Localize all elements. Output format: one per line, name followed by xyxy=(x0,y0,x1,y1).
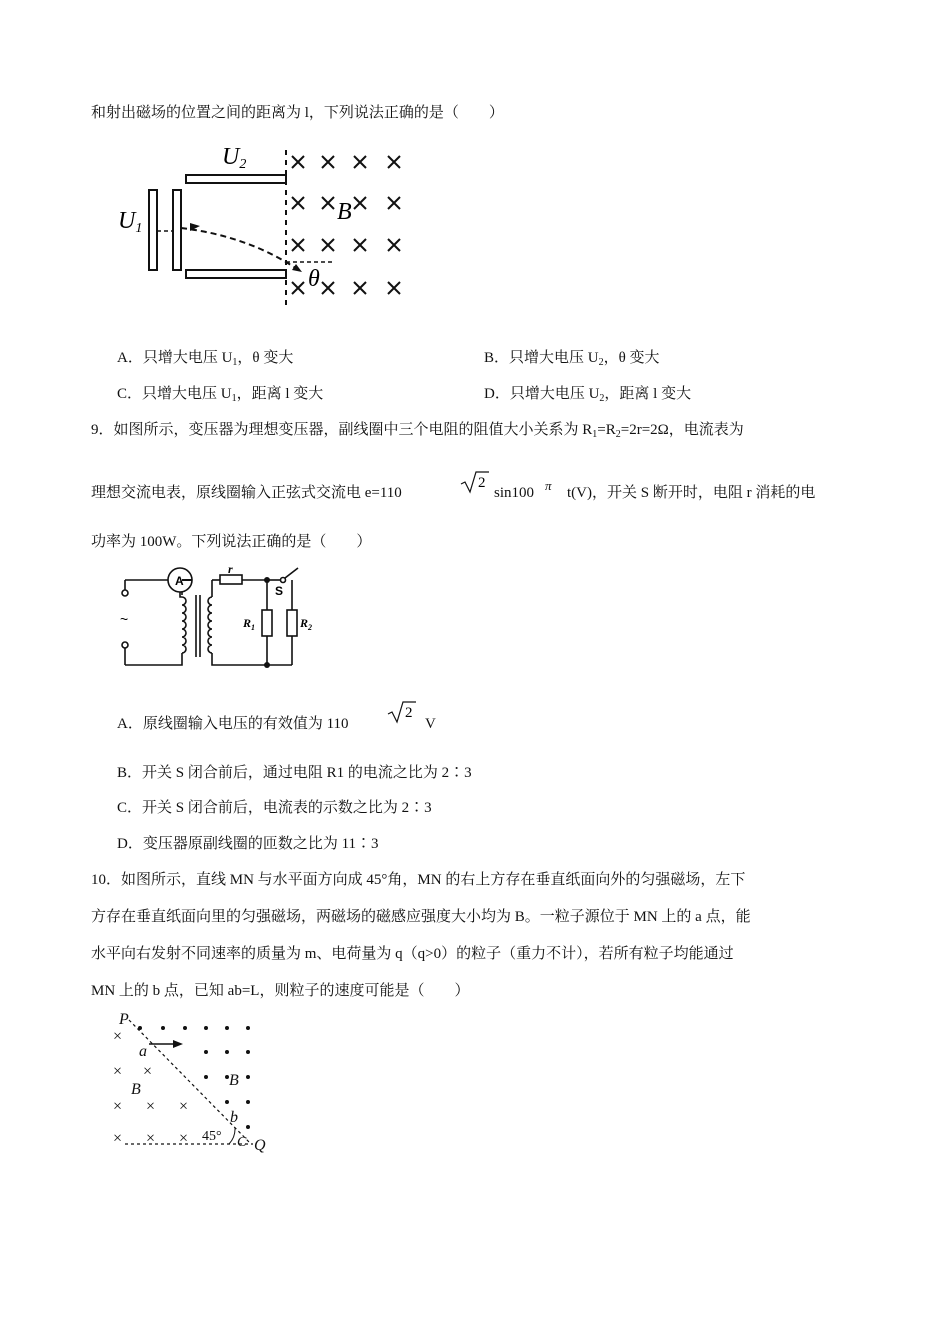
q9-sqrt-symbol xyxy=(459,470,491,494)
q10-p-label: P xyxy=(119,1011,129,1028)
q10-b-point-label: b xyxy=(230,1109,238,1126)
q10-cross: × xyxy=(179,1098,189,1115)
q9-stem-line3: 功率为 100W。下列说法正确的是（ ） xyxy=(91,534,372,550)
q10-stem-line2: 方存在垂直纸面向里的匀强磁场，两磁场的磁感应强度大小均为 B。一粒子源位于 MN 上的 a 点，能 xyxy=(91,909,751,925)
q10-a-label: a xyxy=(139,1043,147,1060)
q10-figure xyxy=(105,1010,285,1160)
q9-option-c[interactable]: C．开关 S 闭合前后，电流表的示数之比为 2∶3 xyxy=(117,800,432,816)
q9-option-b[interactable]: B．开关 S 闭合前后，通过电阻 R1 的电流之比为 2∶3 xyxy=(117,765,472,781)
q9-option-a[interactable]: A．原线圈输入电压的有效值为 110 xyxy=(117,716,349,732)
q8-option-a[interactable]: A．只增大电压 $U_1$，θ 变大 xyxy=(117,350,294,368)
q8-stem-tail: 和射出磁场的位置之间的距离为 l，下列说法正确的是（ ） xyxy=(91,105,504,121)
q8-b-label: B xyxy=(337,199,352,225)
q8-theta-label: θ xyxy=(308,266,320,292)
q9-option-a-unit: V xyxy=(425,716,436,732)
q8-figure xyxy=(110,140,430,310)
q10-cross: × xyxy=(146,1098,156,1115)
q8-option-c[interactable]: C．只增大电压 $U_1$，距离 l 变大 xyxy=(117,386,324,404)
q9-stem-line2-c: t(V)，开关 S 断开时，电阻 r 消耗的电 xyxy=(567,485,816,501)
q10-b-field-label: B xyxy=(131,1081,141,1098)
q9-circuit-figure xyxy=(110,562,340,675)
q9-pi-symbol: π xyxy=(545,478,552,493)
svg-text:2: 2 xyxy=(478,475,486,491)
q10-cross: × xyxy=(113,1130,123,1147)
q10-cross: × xyxy=(113,1028,123,1045)
q8-u1-label: U1 xyxy=(118,208,143,236)
q10-angle-label: 45° xyxy=(202,1129,222,1144)
q9-ac-symbol: ~ xyxy=(120,611,129,627)
q9-option-d[interactable]: D．变压器原副线圈的匝数之比为 11∶3 xyxy=(117,836,379,852)
q10-b-field-upper-label: B xyxy=(229,1072,239,1089)
q9-stem-line2-a: 理想交流电表，原线圈输入正弦式交流电 e=110 xyxy=(91,485,402,501)
q10-cross: × xyxy=(143,1063,153,1080)
q10-cross: × xyxy=(146,1130,156,1147)
q10-cross: × xyxy=(179,1130,189,1147)
q9-r1-label: $R_1$ xyxy=(243,616,256,632)
q8-option-d[interactable]: D．只增大电压 $U_2$，距离 l 变大 xyxy=(484,386,692,404)
q10-stem-line4: MN 上的 b 点，已知 ab=L，则粒子的速度可能是（ ） xyxy=(91,983,470,999)
q9-switch-label: S xyxy=(275,584,284,598)
q9-stem-line2-b: sin100 xyxy=(494,485,535,501)
q9-stem-line1: 9．如图所示，变压器为理想变压器，副线圈中三个电阻的阻值大小关系为 $R_1=R_2=2r=2\Omega$，电流表为 xyxy=(91,422,744,440)
q10-cross: × xyxy=(113,1063,123,1080)
q9-ammeter-label: A xyxy=(175,574,184,588)
q10-stem-line3: 水平向右发射不同速率的质量为 m、电荷量为 q（q>0）的粒子（重力不计），若所有粒子均能通过 xyxy=(91,946,734,962)
q10-c-label: C xyxy=(237,1135,247,1150)
q9-option-a-sqrt xyxy=(386,700,418,724)
q9-r2-label: $R_2$ xyxy=(300,616,313,632)
q10-cross: × xyxy=(113,1098,123,1115)
q9-r-label: r xyxy=(228,562,233,576)
q10-stem-line1: 10．如图所示，直线 MN 与水平面方向成 45°角，MN 的右上方存在垂直纸面向外的匀强磁场，左下 xyxy=(91,872,746,888)
q8-u2-label: U2 xyxy=(222,144,247,172)
q10-q-label: Q xyxy=(254,1137,266,1154)
q8-option-b[interactable]: B．只增大电压 $U_2$，θ 变大 xyxy=(484,350,660,368)
svg-text:2: 2 xyxy=(405,705,413,721)
